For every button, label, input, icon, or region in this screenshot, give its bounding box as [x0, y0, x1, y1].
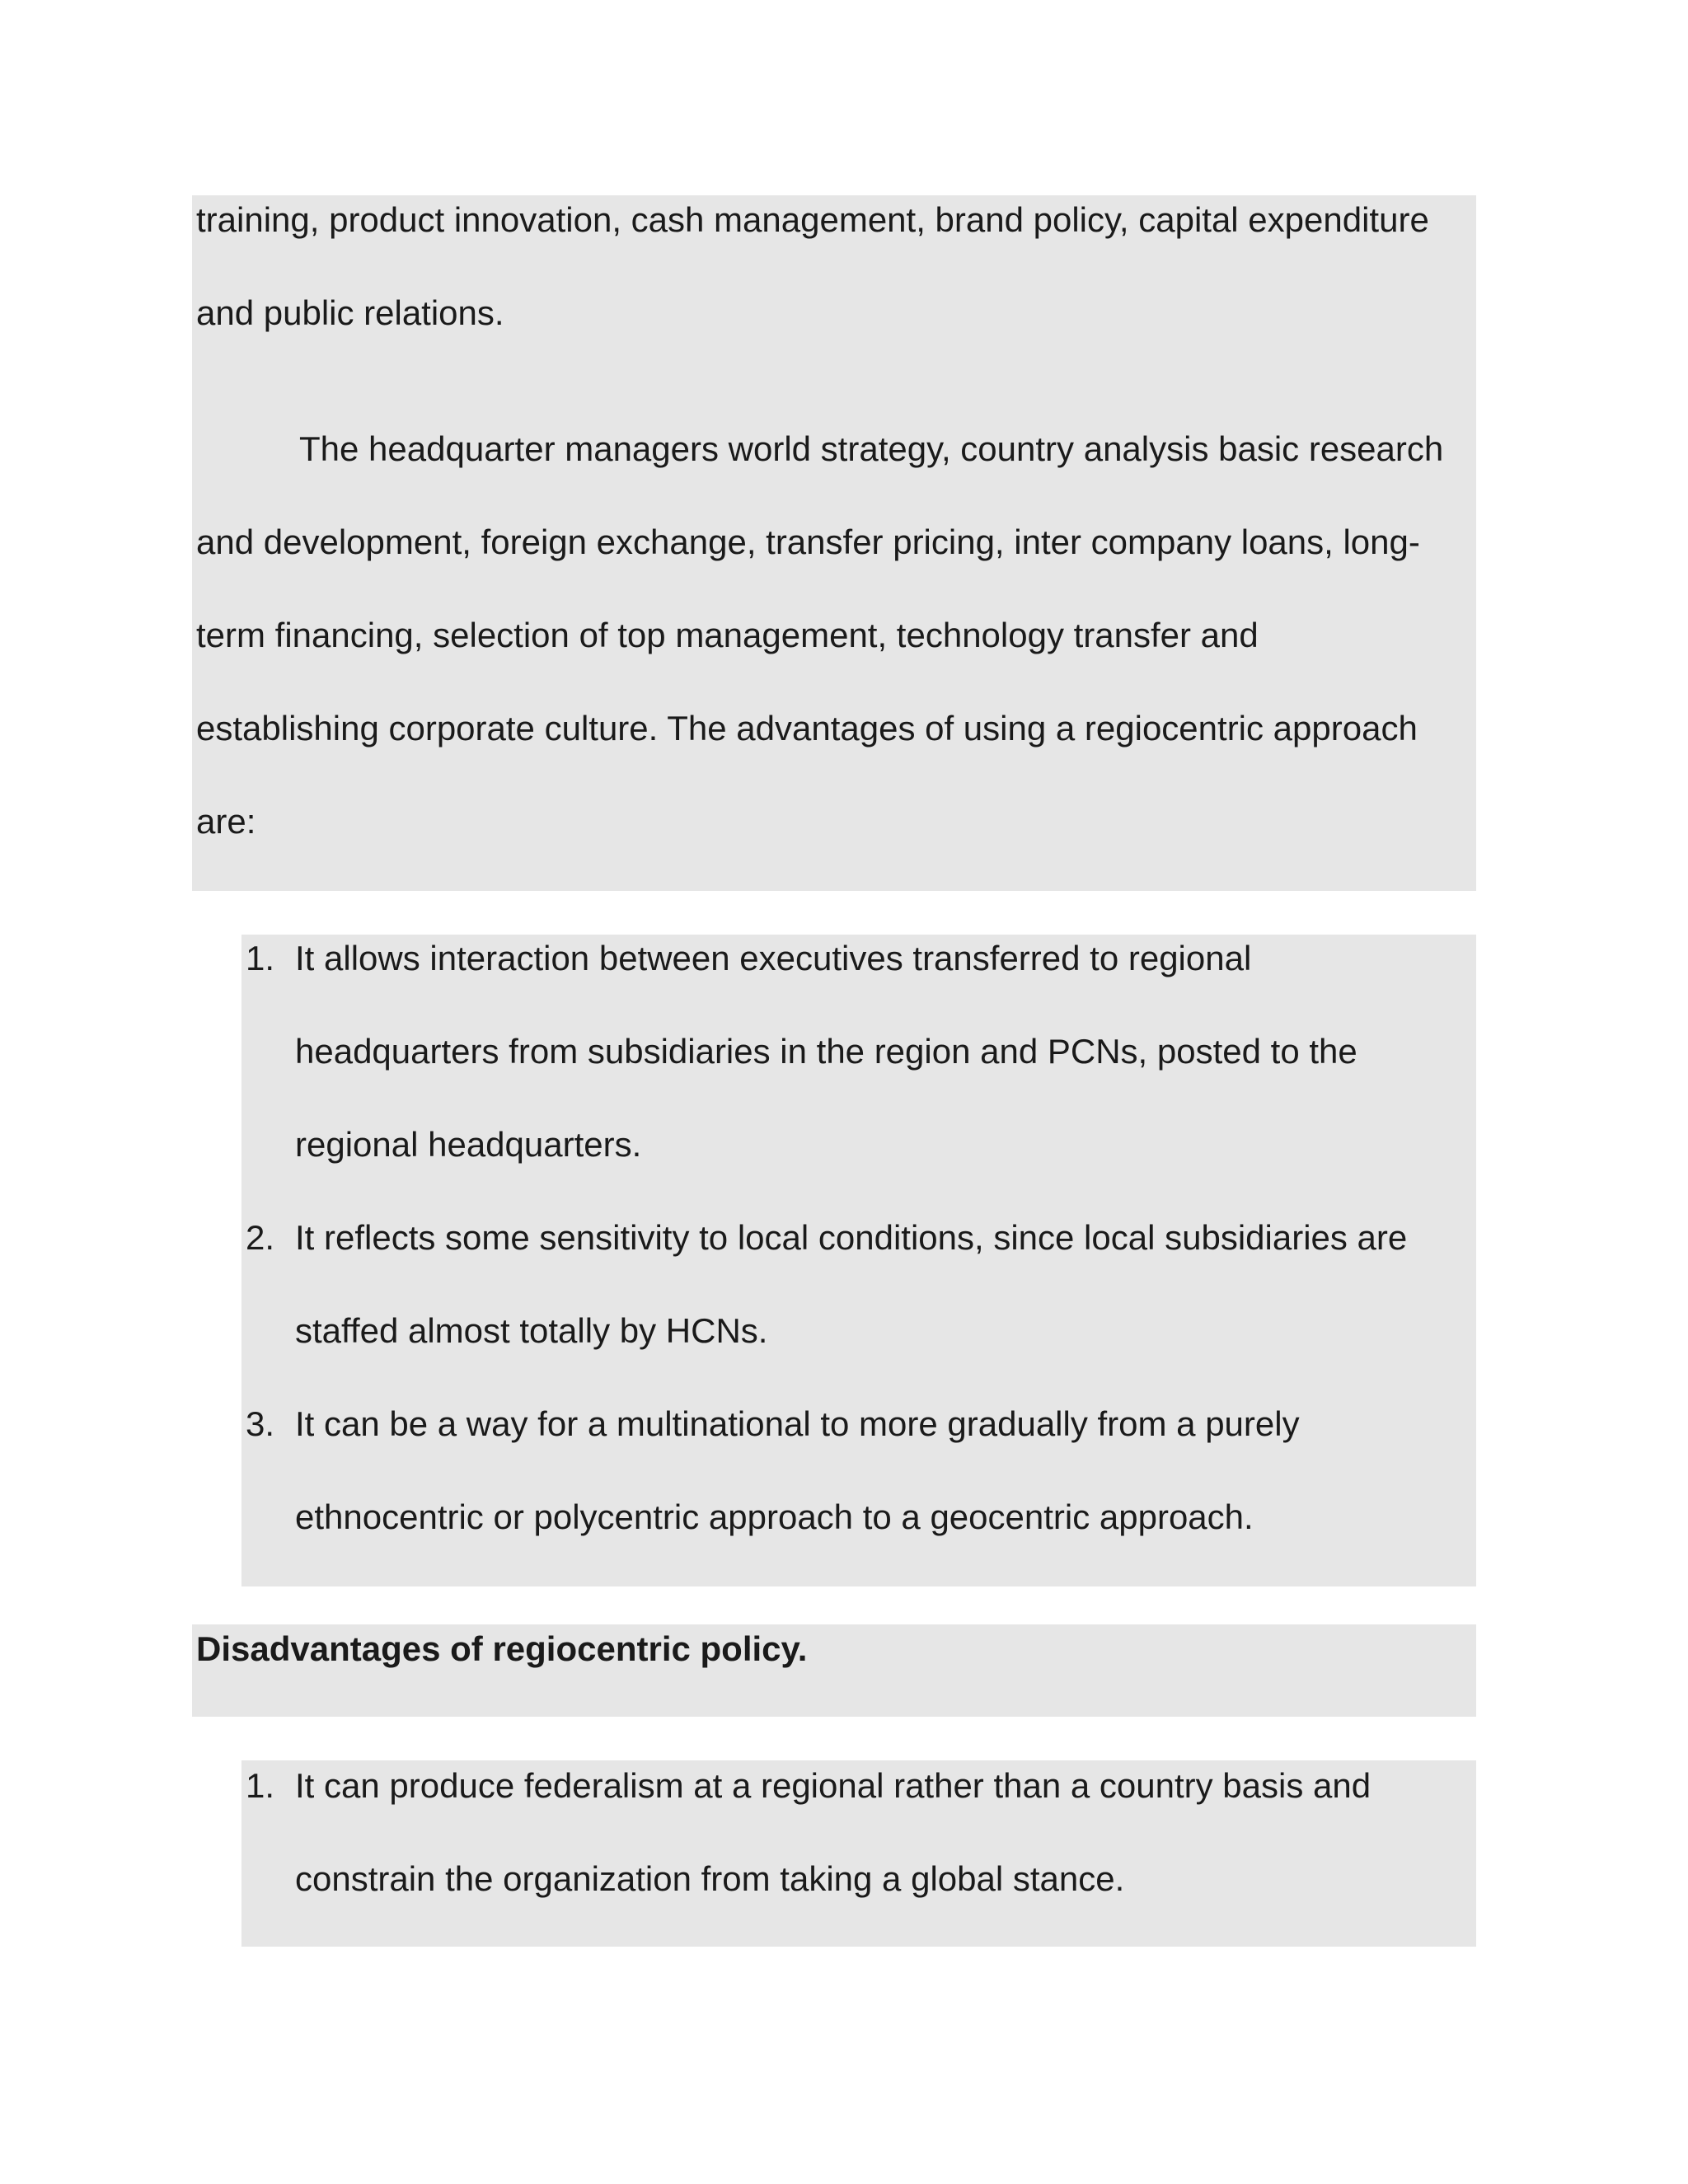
advantage-3-line-1: It can be a way for a multinational to more gradually from a purely — [295, 1404, 1300, 1443]
hq-line-4: establishing corporate culture. The advantages of using a regiocentric approach — [196, 709, 1418, 748]
hq-line-5: are: — [196, 802, 256, 841]
hq-line-2: and development, foreign exchange, transfer pricing, inter company loans, long- — [196, 523, 1420, 561]
advantage-1-line-1: It allows interaction between executives transferred to regional — [295, 939, 1252, 977]
advantage-3-line-2: ethnocentric or polycentric approach to a geocentric approach. — [295, 1497, 1254, 1536]
intro-line-2: and public relations. — [196, 293, 504, 332]
advantage-2-line-1: It reflects some sensitivity to local conditions, since local subsidiaries are — [295, 1218, 1408, 1257]
advantage-2-number: 2. — [246, 1218, 275, 1257]
hq-line-3: term financing, selection of top management, technology transfer and — [196, 616, 1259, 654]
intro-line-1: training, product innovation, cash management, brand policy, capital expenditure — [196, 200, 1429, 239]
advantage-2-line-2: staffed almost totally by HCNs. — [295, 1311, 768, 1350]
disadvantage-1-line-1: It can produce federalism at a regional rather than a country basis and — [295, 1766, 1372, 1805]
advantage-1-number: 1. — [246, 939, 275, 977]
hq-line-1: The headquarter managers world strategy, country analysis basic research — [299, 429, 1444, 468]
advantage-1-line-2: headquarters from subsidiaries in the region and PCNs, posted to the — [295, 1032, 1357, 1071]
advantage-3-number: 3. — [246, 1404, 275, 1443]
disadvantages-heading: Disadvantages of regiocentric policy. — [196, 1629, 808, 1668]
disadvantage-1-line-2: constrain the organization from taking a global stance. — [295, 1859, 1125, 1898]
disadvantage-1-number: 1. — [246, 1766, 275, 1805]
advantage-1-line-3: regional headquarters. — [295, 1125, 642, 1164]
